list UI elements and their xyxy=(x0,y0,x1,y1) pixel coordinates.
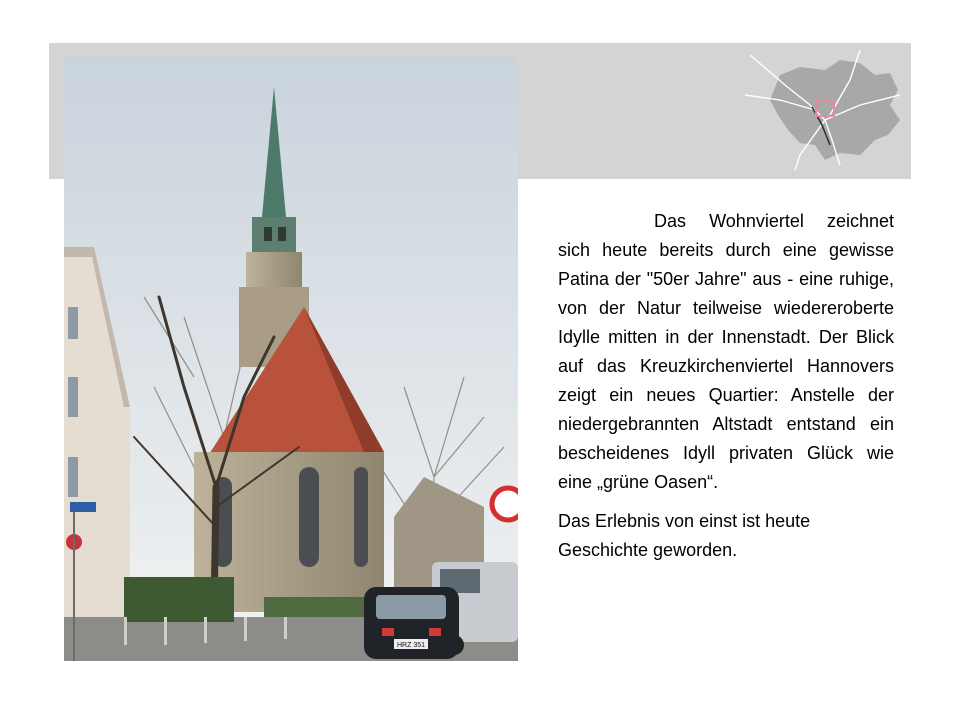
description-text xyxy=(558,207,894,565)
church-photo xyxy=(64,57,518,661)
license-plate: HRZ 351 xyxy=(396,642,426,649)
paragraph-2: Das Erlebnis von einst ist heute Geschichte geworden. xyxy=(558,511,811,560)
city-locator-map xyxy=(740,45,905,170)
paragraph-1: Das Wohnviertel zeichnet sich heute bereits durch eine gewisse Patina der "50er Jahre" aus - eine ruhige, von der Natur teilweise wiedereroberte Idylle mitten in der Innenstadt. Der Blick auf das Kreuzkirchenviertel Hannovers zeigt ein neues Quartier: Anstelle der niedergebrannten Altstadt entstand ein bescheidenes Idyll privaten Glück wie eine „grüne Oasen“. xyxy=(558,211,894,492)
